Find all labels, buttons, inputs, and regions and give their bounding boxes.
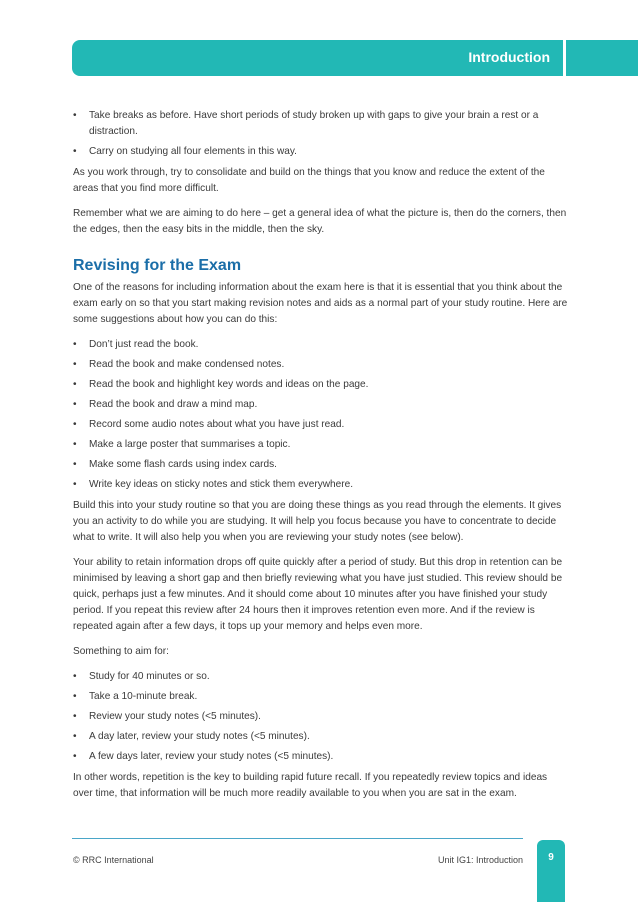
paragraph: As you work through, try to consolidate and build on the things that you know and reduce the extent of the areas that you find more difficult. <box>73 167 545 194</box>
paragraph: Build this into your study routine so that you are doing these things as you read through the elements. It gives you an activity to do while you are studying. It will help you focus because you have to concentrate to decide what to write. It will also help you when you are reviewing your study notes (see below). <box>73 500 562 543</box>
list-item: • Read the book and draw a mind map. <box>73 397 568 413</box>
bullet-list-2 <box>73 337 568 493</box>
list-item: • Make some flash cards using index cards. <box>73 457 568 473</box>
list-item: • A day later, review your study notes (<5 minutes). <box>73 729 568 745</box>
bullet-list-3 <box>73 669 568 765</box>
paragraph: Your ability to retain information drops off quite quickly after a period of study. But this drop in retention can be minimised by leaving a short gap and then briefly reviewing what you have just studied. This review should be quick, perhaps just a few minutes. And it should come about 10 minutes after you have finished your study period. If you repeat this review after 24 hours then it improves retention even more. And if the review is repeated again after a few days, it tops up your memory and helps even more. <box>73 557 563 632</box>
list-item: • Write key ideas on sticky notes and stick them everywhere. <box>73 477 568 493</box>
bullet-list-1 <box>73 108 568 160</box>
paragraph: In other words, repetition is the key to building rapid future recall. If you repeatedly review topics and ideas over time, that information will be much more readily available to you when you are sat in the exam. <box>73 772 548 799</box>
list-item: • Read the book and highlight key words and ideas on the page. <box>73 377 568 393</box>
header-title: Introduction <box>468 49 550 65</box>
list-item: • Don’t just read the book. <box>73 337 568 353</box>
footer-copyright: © RRC International <box>73 855 154 865</box>
paragraph: Something to aim for: <box>73 646 169 657</box>
list-item: • Make a large poster that summarises a topic. <box>73 437 568 453</box>
page-body <box>73 108 568 811</box>
list-item: • Take breaks as before. Have short periods of study broken up with gaps to give your brain a rest or a distraction. <box>73 108 568 140</box>
paragraph: Remember what we are aiming to do here – get a general idea of what the picture is, then do the corners, then the edges, then the easy bits in the middle, then the sky. <box>73 208 567 235</box>
header-side-block <box>566 40 638 76</box>
list-item: • A few days later, review your study notes (<5 minutes). <box>73 749 568 765</box>
page-number: 9 <box>548 852 554 863</box>
footer-rule <box>72 838 523 839</box>
list-item: • Record some audio notes about what you have just read. <box>73 417 568 433</box>
page-number-tab <box>537 840 565 902</box>
list-item: • Review your study notes (<5 minutes). <box>73 709 568 725</box>
footer-unit-title: Unit IG1: Introduction <box>437 855 523 865</box>
header-bar <box>72 40 563 76</box>
list-item: • Read the book and make condensed notes. <box>73 357 568 373</box>
paragraph: One of the reasons for including information about the exam here is that it is essential that you think about the exam early on so that you start making revision notes and aids as a normal part of your study routine. Here are some suggestions about how you can do this: <box>73 282 568 325</box>
list-item: • Study for 40 minutes or so. <box>73 669 568 685</box>
list-item: • Take a 10-minute break. <box>73 689 568 705</box>
section-heading: Revising for the Exam <box>73 257 242 274</box>
list-item: • Carry on studying all four elements in this way. <box>73 144 568 160</box>
